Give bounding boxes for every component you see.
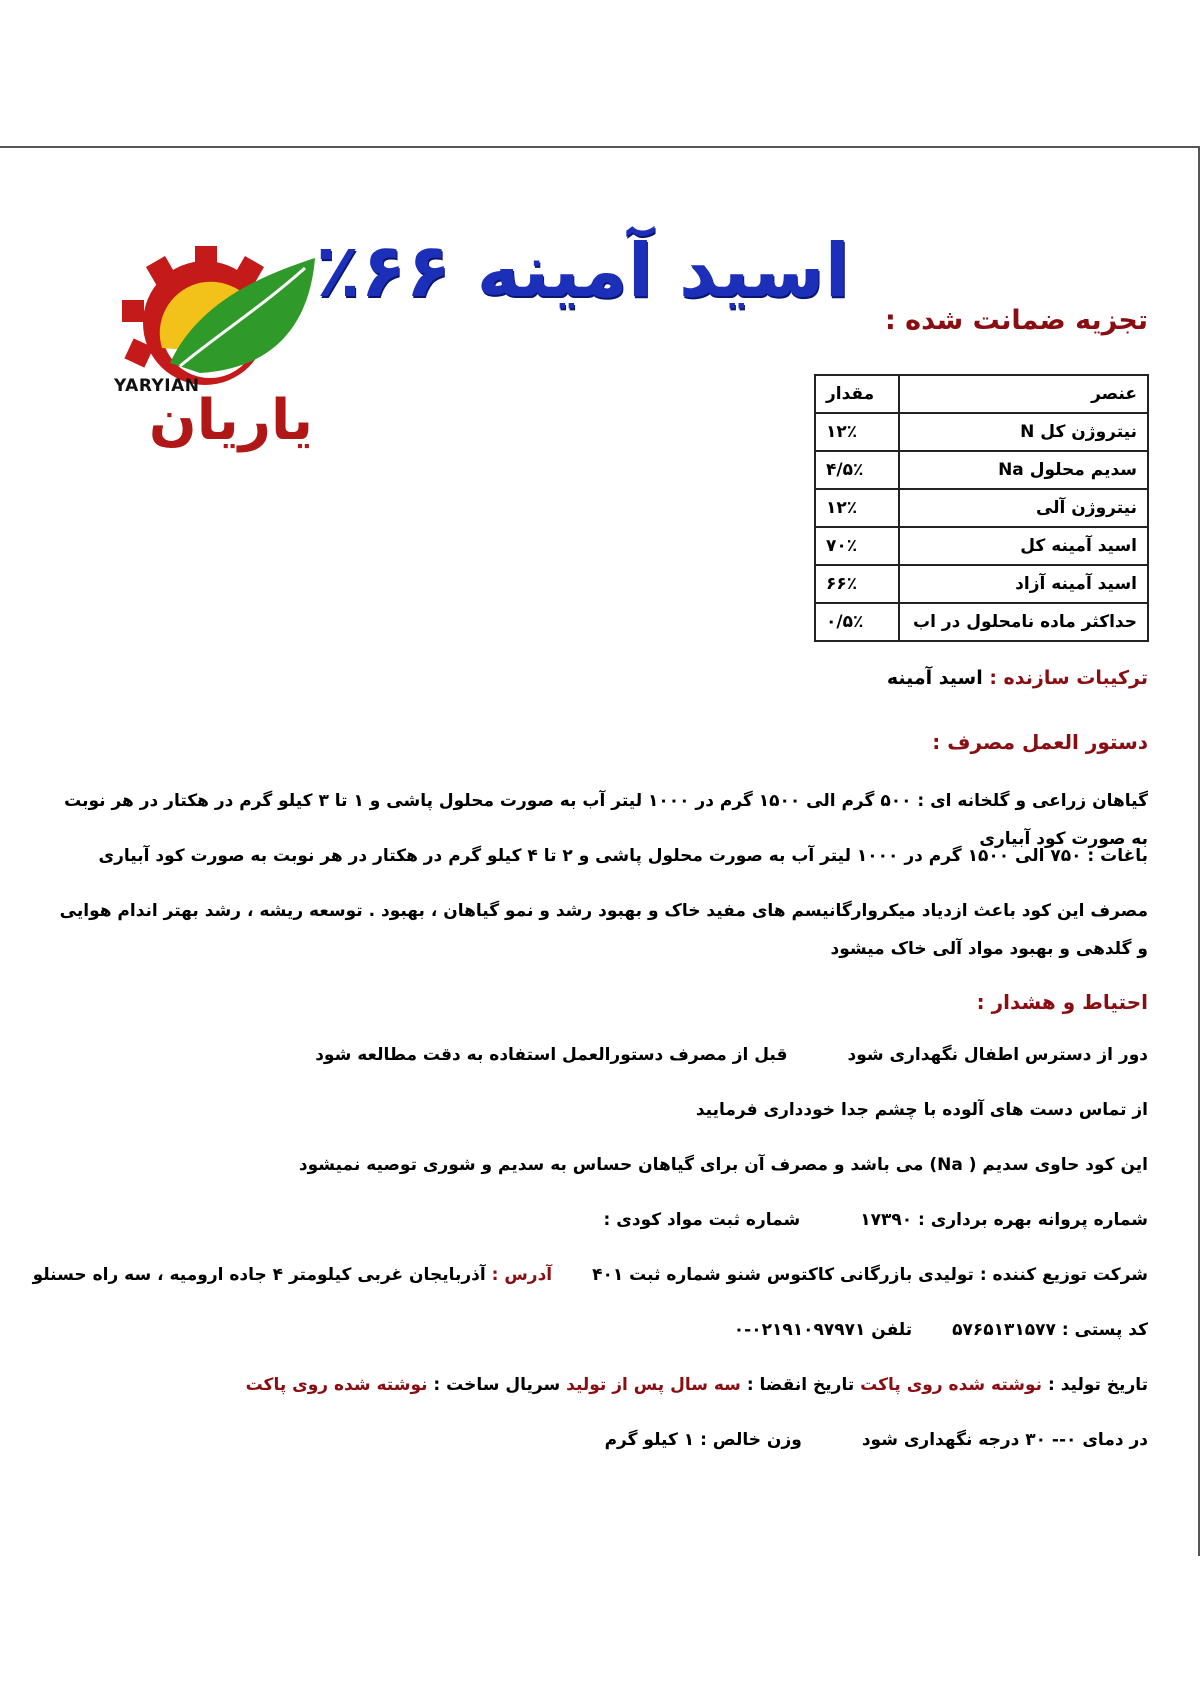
- usage-heading: دستور العمل مصرف :: [932, 730, 1148, 754]
- production-value: نوشته شده روی پاکت: [860, 1375, 1043, 1395]
- logo-persian-text: یاریان: [148, 388, 314, 453]
- address-label: آدرس :: [491, 1265, 553, 1285]
- phone-number: تلفن ۰۲۱۹۱۰۹۷۹۷۱-۰: [733, 1320, 913, 1340]
- logo-latin-text: YARYIAN: [114, 376, 200, 396]
- composition-line: [887, 667, 1148, 689]
- company-logo: [110, 238, 350, 458]
- row-element: اسید آمینه کل: [899, 527, 1148, 565]
- caution-read-instructions: قبل از مصرف دستورالعمل استفاده به دقت مطالعه شود: [315, 1045, 788, 1065]
- storage-line: [605, 1430, 1148, 1450]
- row-element: حداکثر ماده نامحلول در اب: [899, 603, 1148, 641]
- serial-value: نوشته شده روی پاکت: [245, 1375, 428, 1395]
- row-element: نیتروژن کل N: [899, 413, 1148, 451]
- permit-number: شماره پروانه بهره برداری : ۱۷۳۹۰: [860, 1210, 1148, 1230]
- dates-line: [246, 1375, 1148, 1395]
- production-label: تاریخ تولید :: [1047, 1375, 1148, 1395]
- row-amount: ۰/۵٪: [815, 603, 899, 641]
- composition-value: اسید آمینه: [886, 667, 983, 689]
- header-amount: مقدار: [815, 375, 899, 413]
- caution-line-3: این کود حاوی سدیم ( Na) می باشد و مصرف آن برای گیاهان حساس به سدیم و شوری توصیه نمیشود: [298, 1155, 1148, 1175]
- table-row: [815, 603, 1148, 641]
- header-element: عنصر: [899, 375, 1148, 413]
- row-amount: ۱۲٪: [815, 413, 899, 451]
- row-amount: ۱۲٪: [815, 489, 899, 527]
- expiry-label: تاریخ انقضا :: [746, 1375, 855, 1395]
- caution-heading: احتیاط و هشدار :: [976, 990, 1148, 1014]
- company-line: [33, 1265, 1148, 1285]
- table-row: [815, 413, 1148, 451]
- row-amount: ۶۶٪: [815, 565, 899, 603]
- serial-label: سریال ساخت :: [433, 1375, 561, 1395]
- table-header-row: [815, 375, 1148, 413]
- row-element: سدیم محلول Na: [899, 451, 1148, 489]
- table-row: [815, 451, 1148, 489]
- table-row: [815, 489, 1148, 527]
- table-row: [815, 527, 1148, 565]
- usage-line-crops: گیاهان زراعی و گلخانه ای : ۵۰۰ گرم الی ۱۵۰۰ گرم در ۱۰۰۰ لیتر آب به صورت محلول پاشی و ۱ تا ۳ کیلو گرم در هکتار در هر نوبت به صورت کود آبیاری: [64, 791, 1148, 849]
- contact-line: [734, 1320, 1148, 1340]
- net-weight: وزن خالص : ۱ کیلو گرم: [604, 1430, 802, 1450]
- license-line: [604, 1210, 1148, 1230]
- postal-code: کد پستی : ۵۷۶۵۱۳۱۵۷۷: [952, 1320, 1148, 1340]
- row-amount: ۴/۵٪: [815, 451, 899, 489]
- table-row: [815, 565, 1148, 603]
- usage-line-orchards: باغات : ۷۵۰ الی ۱۵۰۰ گرم در ۱۰۰۰ لیتر آب به صورت محلول پاشی و ۲ تا ۴ کیلو گرم در هکتار در هر نوبت به صورت کود آبیاری: [98, 846, 1148, 866]
- caution-line-1: [315, 1045, 1148, 1065]
- row-amount: ۷۰٪: [815, 527, 899, 565]
- product-title: اسید آمینه ۶۶٪: [315, 228, 850, 314]
- analysis-table: [814, 374, 1149, 642]
- composition-label: ترکیبات سازنده :: [989, 667, 1148, 689]
- storage-temperature: در دمای ۰-- ۳۰ درجه نگهداری شود: [861, 1430, 1148, 1450]
- guaranteed-analysis-heading: تجزیه ضمانت شده :: [884, 305, 1148, 336]
- registration-number: شماره ثبت مواد کودی :: [603, 1210, 801, 1230]
- caution-line-2: از تماس دست های آلوده با چشم جدا خودداری فرمایید: [695, 1100, 1148, 1120]
- expiry-value: سه سال پس از تولید: [566, 1375, 741, 1395]
- caution-children: دور از دسترس اطفال نگهداری شود: [847, 1045, 1148, 1065]
- distributor: شرکت توزیع کننده : تولیدی بازرگانی کاکتوس شنو شماره ثبت ۴۰۱: [592, 1265, 1148, 1285]
- address: آذربایجان غربی کیلومتر ۴ جاده ارومیه ، سه راه حسنلو: [32, 1265, 486, 1285]
- row-element: نیتروژن آلی: [899, 489, 1148, 527]
- row-element: اسید آمینه آزاد: [899, 565, 1148, 603]
- usage-line-benefits: مصرف این کود باعث ازدیاد میکروارگانیسم های مفید خاک و بهبود رشد و نمو گیاهان ، بهبود . توسعه ریشه ، رشد بهتر اندام هوایی و گلدهی و بهبود مواد آلی خاک میشود: [59, 901, 1148, 959]
